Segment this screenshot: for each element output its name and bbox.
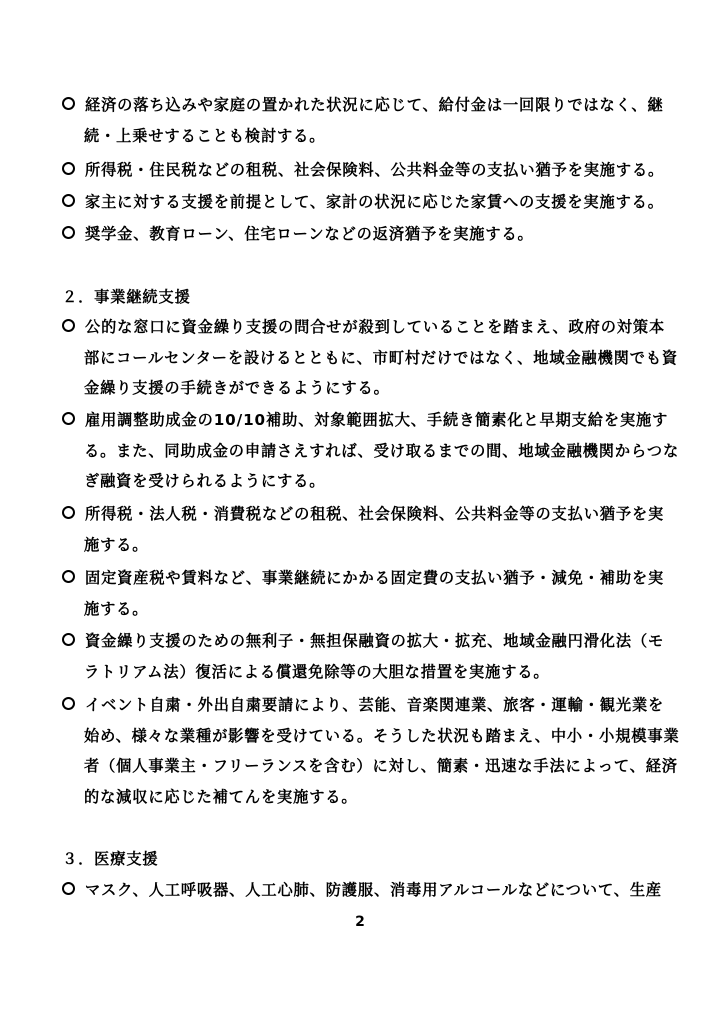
item-text: 続・上乗せすることも検討する。: [84, 126, 326, 145]
list-item: [62, 690, 680, 812]
item-text: マスク、人工呼吸器、人工心肺、防護服、消毒用アルコールなどについて、生産: [85, 881, 663, 899]
circle-bullet-icon: [62, 194, 75, 207]
item-text: 所得税・法人税・消費税などの租税、社会保険料、公共料金等の支払い猶予を実: [85, 505, 665, 523]
list-item: [62, 219, 662, 250]
list-item: [62, 875, 662, 906]
item-text: 固定資産税や賃料など、事業継続にかかる固定費の支払い猶予・減免・補助を実: [85, 569, 665, 587]
page-number: 2: [355, 914, 365, 930]
list-item: [62, 405, 680, 497]
list-item: [62, 155, 665, 186]
item-text: 部にコールセンターを設けるとともに、市町村だけではなく、地域金融機関でも資: [84, 348, 679, 367]
circle-bullet-icon: [62, 97, 75, 110]
circle-bullet-icon: [62, 882, 75, 895]
item-text: 始め、様々な業種が影響を受けている。そうした状況も踏まえ、中小・小規模事業: [84, 726, 680, 745]
section-heading: ３．医療支援: [62, 850, 159, 868]
item-text: 家主に対する支援を前提として、家計の状況に応じた家賃への支援を実施する。: [85, 193, 664, 211]
circle-bullet-icon: [62, 226, 75, 239]
item-text: イベント自粛・外出自粛要請により、芸能、音楽関連業、旅客・運輸・観光業を: [85, 696, 665, 714]
circle-bullet-icon: [62, 570, 75, 583]
section-heading: ２．事業継続支援: [62, 288, 191, 306]
item-text: 雇用調整助成金の10/10補助、対象範囲拡大、手続き簡素化と早期支給を実施す: [85, 411, 669, 429]
list-item: [62, 90, 662, 151]
item-text: 所得税・住民税などの租税、社会保険料、公共料金等の支払い猶予を実施する。: [85, 161, 665, 179]
list-item: [62, 626, 665, 687]
item-text: 奨学金、教育ローン、住宅ローンなどの返済猶予を実施する。: [85, 225, 534, 243]
circle-bullet-icon: [62, 319, 75, 332]
list-item: [62, 499, 665, 560]
circle-bullet-icon: [62, 162, 75, 175]
item-text: る。また、同助成金の申請さえすれば、受け取るまでの間、地域金融機関からつな: [84, 441, 680, 460]
item-text: 経済の落ち込みや家庭の置かれた状況に応じて、給付金は一回限りではなく、継: [85, 96, 664, 114]
item-text: 者（個人事業主・フリーランスを含む）に対し、簡素・迅速な手法によって、経済: [84, 757, 678, 775]
item-text: 資金繰り支援のための無利子・無担保融資の拡大・拡充、地域金融円滑化法（モ: [85, 632, 665, 650]
item-text: ラトリアム法）復活による償還免除等の大胆な措置を実施する。: [84, 662, 550, 681]
item-text: 公的な窓口に資金繰り支援の問合せが殺到していることを踏まえ、政府の対策本: [85, 318, 666, 336]
item-text: 施する。: [84, 535, 149, 554]
list-item: [62, 563, 665, 624]
circle-bullet-icon: [62, 506, 75, 519]
circle-bullet-icon: [62, 412, 75, 425]
list-item: [62, 187, 662, 218]
item-text: ぎ融資を受けられるようにする。: [84, 472, 326, 490]
item-text: 的な減収に応じた補てんを実施する。: [84, 787, 358, 806]
list-item: [62, 312, 679, 404]
circle-bullet-icon: [62, 697, 75, 710]
item-text: 金繰り支援の手続きができるようにする。: [84, 379, 390, 397]
item-text: 施する。: [84, 599, 149, 618]
circle-bullet-icon: [62, 633, 75, 646]
